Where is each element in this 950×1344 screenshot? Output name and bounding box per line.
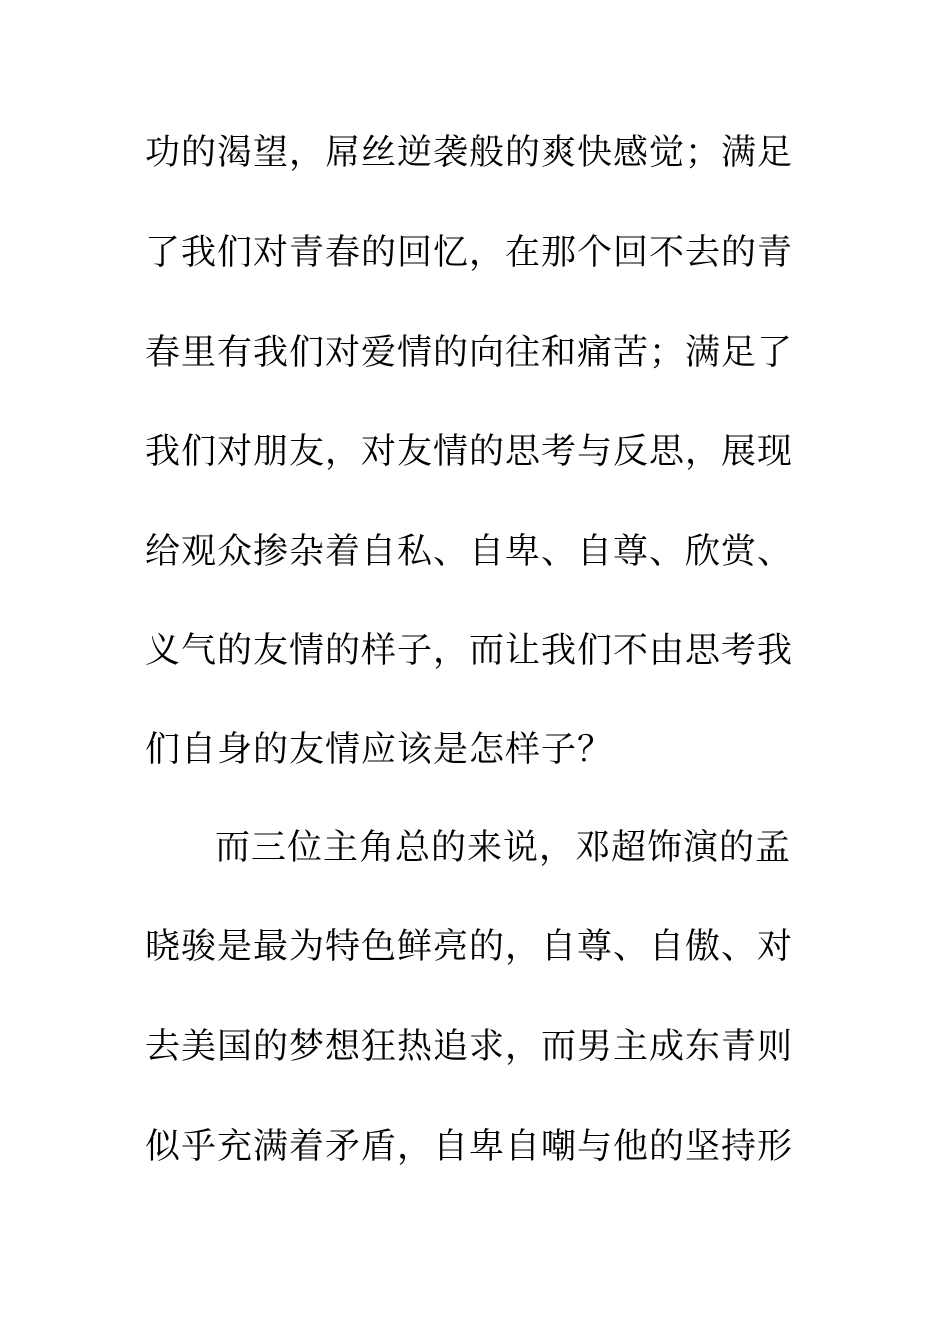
text-line: 了我们对青春的回忆，在那个回不去的青 — [145, 233, 794, 273]
text-line: 给观众掺杂着自私、自卑、自尊、欣赏、 — [145, 532, 794, 572]
text-line: 我们对朋友，对友情的思考与反思，展现 — [145, 432, 794, 472]
text-line: 们自身的友情应该是怎样子？ — [145, 730, 614, 770]
text-line: 晓骏是最为特色鲜亮的，自尊、自傲、对 — [145, 927, 794, 967]
text-line: 似乎充满着矛盾，自卑自嘲与他的坚持形 — [145, 1127, 794, 1167]
text-line: 春里有我们对爱情的向往和痛苦；满足了 — [145, 333, 794, 373]
paragraph-start-line: 而三位主角总的来说，邓超饰演的孟 — [215, 828, 792, 868]
text-line: 去美国的梦想狂热追求，而男主成东青则 — [145, 1027, 794, 1067]
text-line: 功的渴望，屌丝逆袭般的爽快感觉；满足 — [145, 133, 794, 173]
text-line: 义气的友情的样子，而让我们不由思考我 — [145, 631, 794, 671]
